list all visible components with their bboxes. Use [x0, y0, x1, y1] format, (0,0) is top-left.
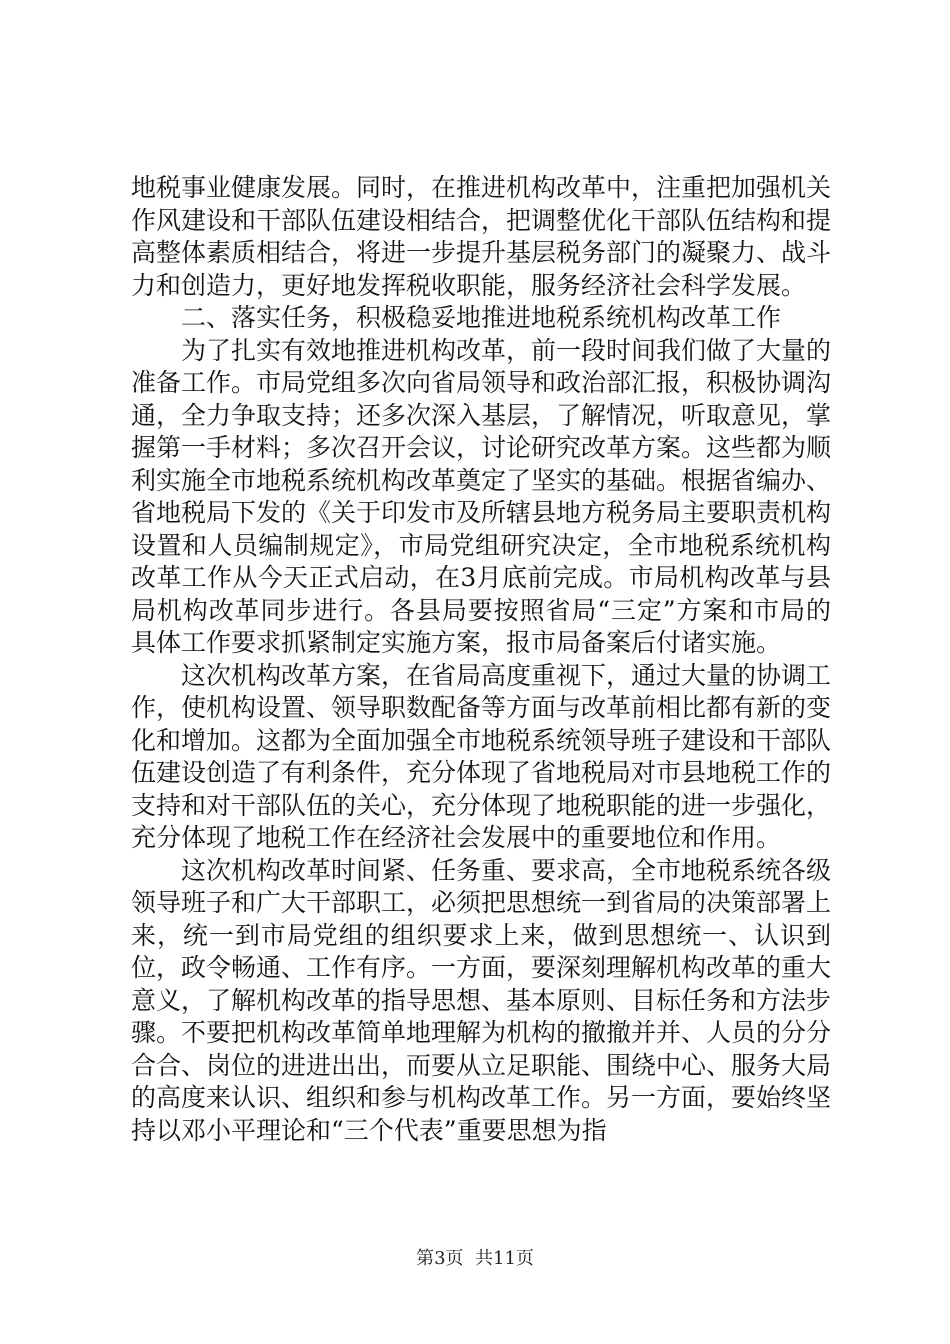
- page-number: 第3页 共11页: [416, 1248, 534, 1269]
- paragraph: 为了扎实有效地推进机构改革，前一段时间我们做了大量的准备工作。市局党组多次向省局领导和政治部汇报，积极协调沟通，全力争取支持；还多次深入基层，了解情况，听取意见，掌握第一手材料；多次召开会议，讨论研究改革方案。这些都为顺利实施全市地税系统机构改革奠定了坚实的基础。根据省编办、省地税局下发的《关于印发市及所辖县地方税务局主要职责机构设置和人员编制规定》，市局党组研究决定，全市地税系统机构改革工作从今天正式启动，在3月底前完成。市局机构改革与县局机构改革同步进行。各县局要按照省局“三定”方案和市局的具体工作要求抓紧制定实施方案，报市局备案后付诸实施。: [131, 335, 832, 657]
- paragraph: 这次机构改革时间紧、任务重、要求高，全市地税系统各级领导班子和广大干部职工，必须把思想统一到省局的决策部署上来，统一到市局党组的组织要求上来，做到思想统一、认识到位，政令畅通、工作有序。一方面，要深刻理解机构改革的重大意义，了解机构改革的指导思想、基本原则、目标任务和方法步骤。不要把机构改革简单地理解为机构的撤撤并并、人员的分分合合、岗位的进进出出，而要从立足职能、围绕中心、服务大局的高度来认识、组织和参与机构改革工作。另一方面，要始终坚持以邓小平理论和“三个代表”重要思想为指: [131, 855, 832, 1145]
- page-footer: [0, 1244, 950, 1270]
- section-heading: 二、落实任务，积极稳妥地推进地税系统机构改革工作: [181, 303, 782, 332]
- paragraph-continuation: 地税事业健康发展。同时，在推进机构改革中，注重把加强机关作风建设和干部队伍建设相结合，把调整优化干部队伍结构和提高整体素质相结合，将进一步提升基层税务部门的凝聚力、战斗力和创造力，更好地发挥税收职能，服务经济社会科学发展。: [131, 173, 832, 300]
- paragraph: 这次机构改革方案，在省局高度重视下，通过大量的协调工作，使机构设置、领导职数配备等方面与改革前相比都有新的变化和增加。这都为全面加强全市地税系统领导班子建设和干部队伍建设创造了有利条件，充分体现了省地税局对市县地税工作的支持和对干部队伍的关心，充分体现了地税职能的进一步强化，充分体现了地税工作在经济社会发展中的重要地位和作用。: [131, 660, 832, 852]
- document-body: [131, 172, 831, 1147]
